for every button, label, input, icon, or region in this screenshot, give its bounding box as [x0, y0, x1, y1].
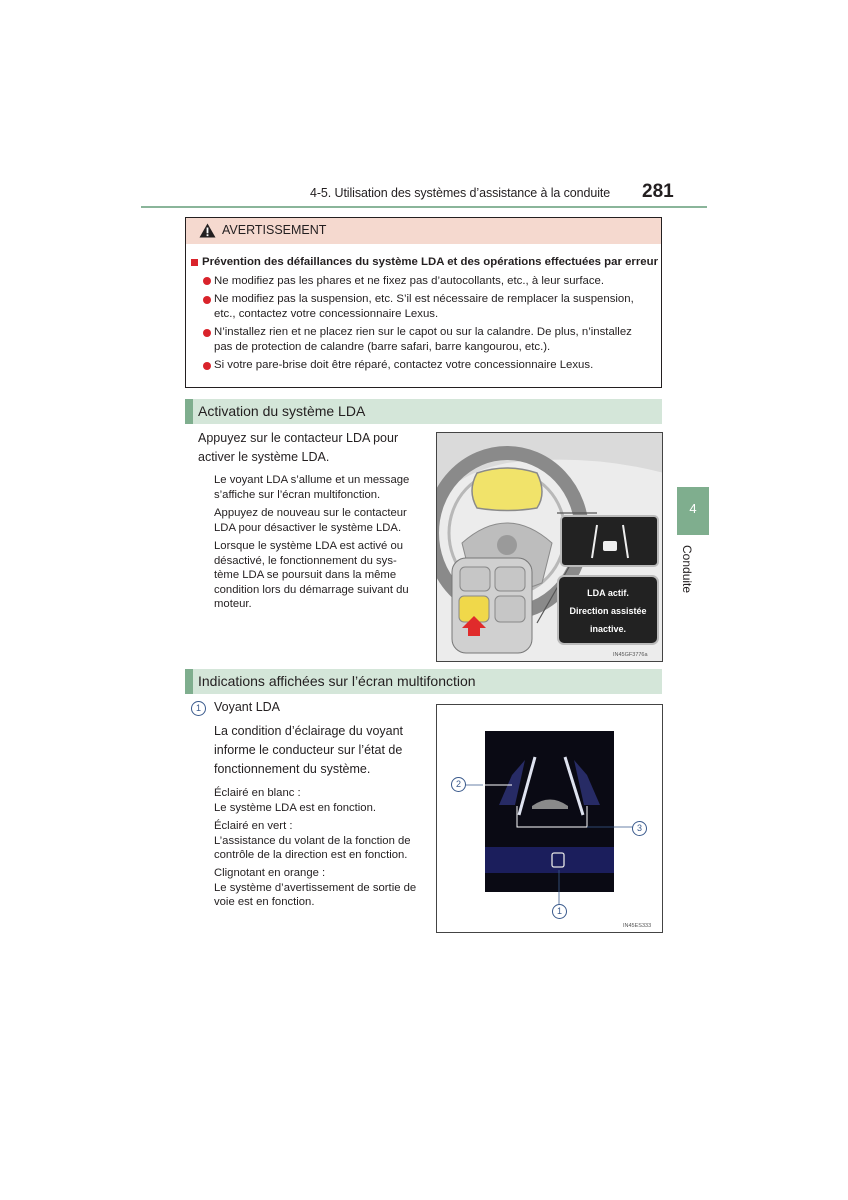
chapter-tab: 4	[677, 487, 709, 535]
section-title: Indications affichées sur l’écran multifonction	[198, 673, 476, 689]
steering-wheel-illustration	[436, 432, 663, 662]
multi-information-display-illustration	[436, 704, 663, 933]
callout-3-icon: 3	[632, 821, 647, 836]
callout-label: Voyant LDA	[214, 700, 281, 714]
state-description: Éclairé en vert : L’assistance du volant de la fonction de contrôle de la direction est en fonction.	[214, 820, 411, 861]
bullet-icon	[203, 296, 211, 304]
bullet-icon	[203, 329, 211, 337]
bullet-icon	[203, 362, 211, 370]
paragraph: Appuyez de nouveau sur le contacteur LDA pour désactiver le système LDA.	[214, 507, 407, 534]
display-message: LDA actif. Direction assistée inactive.	[569, 588, 647, 634]
image-code: IN45ES333	[623, 923, 652, 929]
warning-item: Ne modifiez pas la suspension, etc. S’il est nécessaire de remplacer la suspension, etc., contactez votre concessionnaire Lexus.	[214, 293, 634, 320]
running-header: 4-5. Utilisation des systèmes d’assistance à la conduite	[310, 186, 611, 200]
paragraph: Le voyant LDA s’allume et un message s’affiche sur l’écran multifonction.	[214, 474, 410, 501]
callout-2-icon: 2	[451, 777, 466, 792]
page-number: 281	[642, 181, 674, 202]
square-bullet-icon	[191, 259, 198, 266]
chapter-tab-label: Conduite	[680, 545, 694, 594]
section-intro: Appuyez sur le contacteur LDA pour activer le système LDA.	[198, 431, 399, 464]
warning-title: AVERTISSEMENT	[222, 223, 327, 237]
warning-triangle-icon	[199, 223, 216, 238]
section-header-bar	[185, 399, 193, 424]
callout-1-icon: 1	[552, 904, 567, 919]
image-code: IN45GF3776a	[613, 652, 648, 658]
paragraph: Lorsque le système LDA est activé ou désactivé, le fonctionnement du sys- tème LDA se poursuit dans la même condition lors du démarrage suivant du moteur.	[214, 540, 409, 610]
warning-item: N’installez rien et ne placez rien sur le capot ou sur la calandre. De plus, n’installez pas de protection de calandre (barre safari, barre kangourou, etc.).	[214, 326, 632, 353]
state-description: Clignotant en orange : Le système d’avertissement de sortie de voie est en fonction.	[214, 867, 417, 908]
warning-item: Si votre pare-brise doit être réparé, contactez votre concessionnaire Lexus.	[214, 359, 594, 371]
section-header-bar	[185, 669, 193, 694]
callout-1-icon: 1	[191, 701, 206, 716]
state-description: Éclairé en blanc : Le système LDA est en fonction.	[214, 787, 377, 814]
bullet-icon	[203, 277, 211, 285]
warning-heading: Prévention des défaillances du système LDA et des opérations effectuées par erreur	[202, 256, 658, 268]
header-rule	[141, 206, 707, 208]
warning-item: Ne modifiez pas les phares et ne fixez pas d’autocollants, etc., à leur surface.	[214, 275, 605, 287]
section-title: Activation du système LDA	[198, 403, 366, 419]
section-intro: La condition d’éclairage du voyant informe le conducteur sur l’état de fonctionnement du système.	[214, 724, 404, 776]
